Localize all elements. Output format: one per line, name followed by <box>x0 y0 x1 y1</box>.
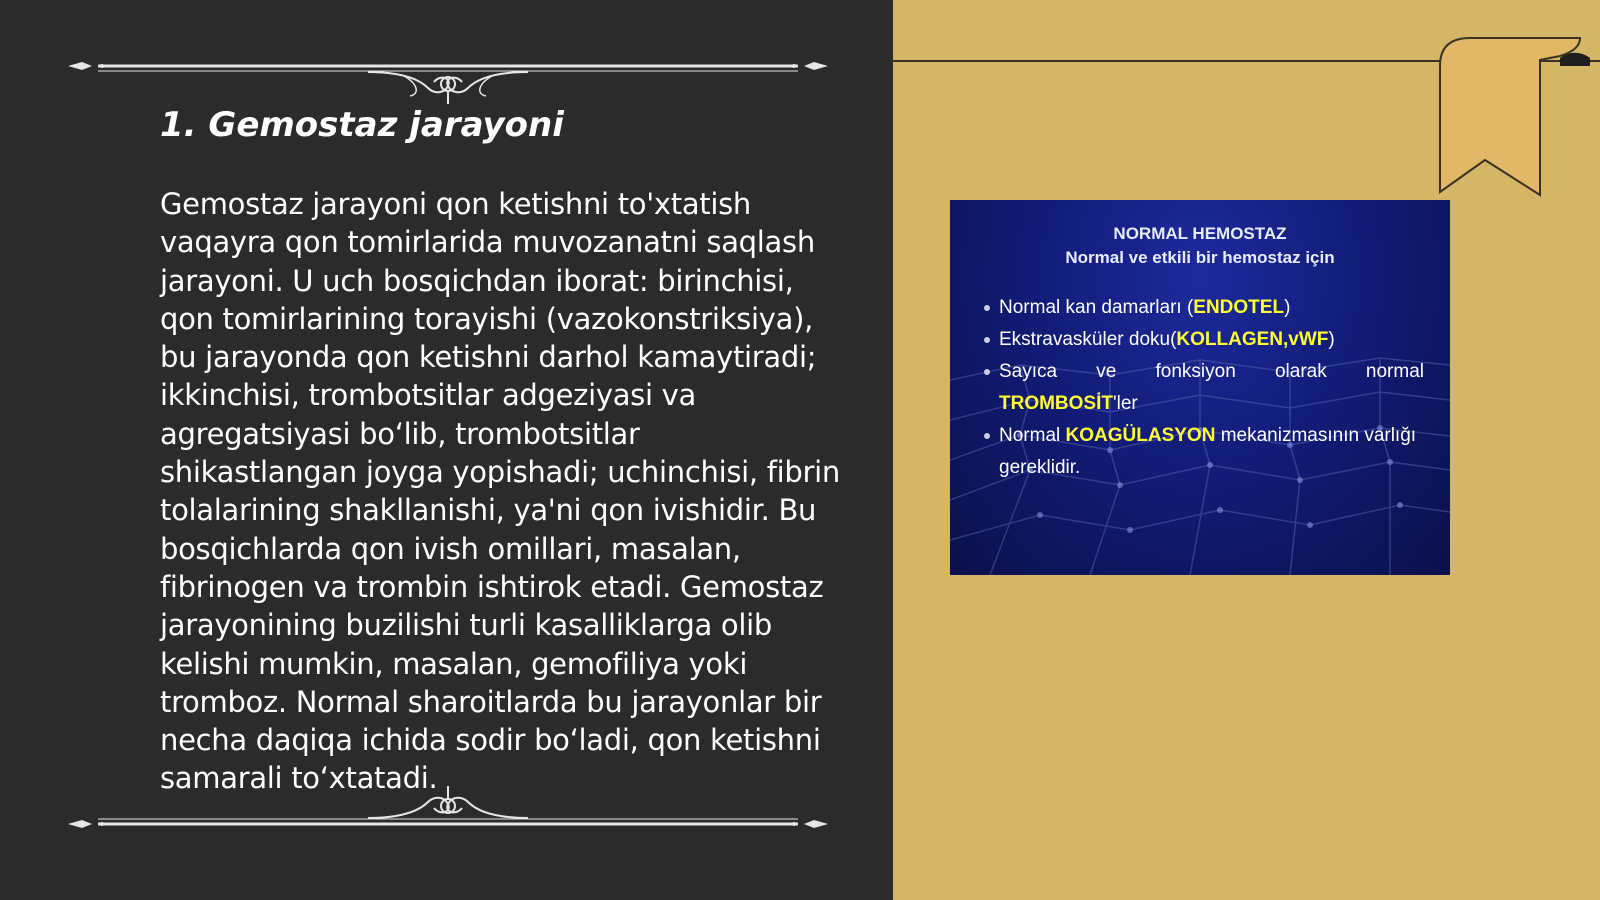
figure-title: NORMAL HEMOSTAZ <box>1113 224 1287 243</box>
slide-title: 1. Gemostaz jarayoni <box>160 105 564 145</box>
bottom-ornament-divider <box>68 782 828 832</box>
list-item: Normal KOAGÜLASYON mekanizmasının varlığı gereklidir. <box>984 420 1424 484</box>
top-ornament-divider <box>68 54 828 104</box>
list-item: Normal kan damarları (ENDOTEL) <box>984 292 1424 324</box>
bookmark-ribbon-icon <box>1430 30 1600 205</box>
figure-bullet-list <box>984 292 1424 484</box>
list-item: Sayıca ve fonksiyon olarak normal TROMBOSİT'ler <box>984 356 1424 420</box>
figure-subtitle: Normal ve etkili bir hemostaz için <box>1065 248 1335 267</box>
hemostasis-figure <box>950 200 1450 575</box>
slide-body-text: Gemostaz jarayoni qon ketishni to'xtatish vaqayra qon tomirlarida muvozanatni saqlash jarayoni. U uch bosqichdan iborat: birinchisi, qon tomirlarining torayishi (vazokonstriksiya), bu jarayonda qon ketishni darhol kamaytiradi; ikkinchisi, trombotsitlar adgeziyasi va agregatsiyasi bo‘lib, trombotsitlar shikastlangan joyga yopishadi; uchinchisi, fibrin tolalarining shakllanishi, ya'ni qon ivishidir. Bu bosqichlarda qon ivish omillari, masalan, fibrinogen va trombin ishtirok etadi. Gemostaz jarayonining buzilishi turli kasalliklarga olib kelishi mumkin, masalan, gemofiliya yoki tromboz. Normal sharoitlarda bu jarayonlar bir necha daqiqa ichida sodir bo‘ladi, qon ketishni samarali to‘xtatadi. <box>160 187 840 796</box>
list-item: Ekstravasküler doku(KOLLAGEN,vWF) <box>984 324 1424 356</box>
